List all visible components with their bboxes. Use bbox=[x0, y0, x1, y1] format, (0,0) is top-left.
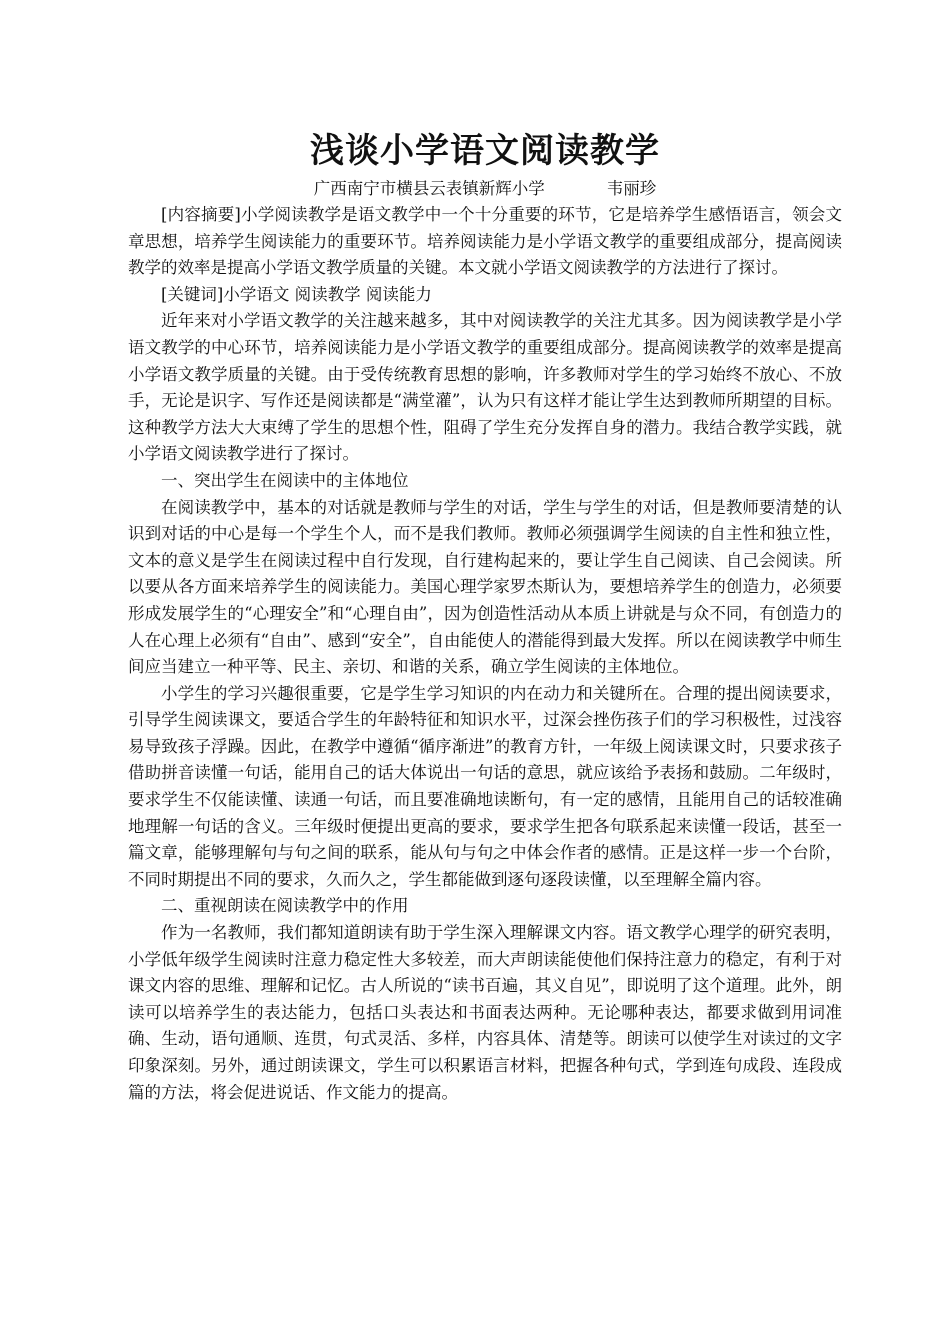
section-1-paragraph-1: 在阅读教学中，基本的对话就是教师与学生的对话，学生与学生的对话，但是教师要清楚的认识到对话的中心是每一个学生个人，而不是我们教师。教师必须强调学生阅读的自主性和独立性，文本的意义是学生在阅读过程中自行发现，自行建构起来的，要让学生自己阅读、自己会阅读。所以要从各方面来培养学生的阅读能力。美国心理学家罗杰斯认为，要想培养学生的创造力，必须要形成发展学生的“心理安全”和“心理自由”，因为创造性活动从本质上讲就是与众不同，有创造力的人在心理上必须有“自由”、感到“安全”，自由能使人的潜能得到最大发挥。所以在阅读教学中师生间应当建立一种平等、民主、亲切、和谐的关系，确立学生阅读的主体地位。 bbox=[128, 497, 842, 677]
author-affiliation: 广西南宁市横县云表镇新辉小学 bbox=[313, 179, 545, 198]
byline bbox=[128, 176, 842, 202]
keywords-line: [关键词]小学语文 阅读教学 阅读能力 bbox=[161, 284, 432, 304]
section-2-paragraph-1: 作为一名教师，我们都知道朗读有助于学生深入理解课文内容。语文教学心理学的研究表明，小学低年级学生阅读时注意力稳定性大多较差，而大声朗读能使他们保持注意力的稳定，有利于对课文内容的思维、理解和记忆。古人所说的“读书百遍，其义自见”，即说明了这个道理。此外，朗读可以培养学生的表达能力，包括口头表达和书面表达两种。无论哪种表达，都要求做到用词准确、生动，语句通顺、连贯，句式灵活、多样，内容具体、清楚等。朗读可以使学生对读过的文字印象深刻。另外，通过朗读课文，学生可以积累语言材料，把握各种句式，学到连句成段、连段成篇的方法，将会促进说话、作文能力的提高。 bbox=[128, 923, 842, 1102]
author-name: 韦丽珍 bbox=[606, 179, 657, 198]
section-1-heading: 一、突出学生在阅读中的主体地位 bbox=[161, 470, 409, 490]
document-title: 浅谈小学语文阅读教学 bbox=[310, 131, 660, 171]
intro-paragraph: 近年来对小学语文教学的关注越来越多，其中对阅读教学的关注尤其多。因为阅读教学是小学语文教学的中心环节，培养阅读能力是小学语文教学的重要组成部分。提高阅读教学的效率是提高小学语文教学质量的关键。由于受传统教育思想的影响，许多教师对学生的学习始终不放心、不放手，无论是识字、写作还是阅读都是“满堂灌”，认为只有这样才能让学生达到教师所期望的目标。这种教学方法大大束缚了学生的思想个性，阻碍了学生充分发挥自身的潜力。我结合教学实践，就小学语文阅读教学进行了探讨。 bbox=[128, 311, 842, 464]
abstract-paragraph: [内容摘要]小学阅读教学是语文教学中一个十分重要的环节，它是培养学生感悟语言，领会文章思想，培养学生阅读能力的重要环节。培养阅读能力是小学语文教学的重要组成部分，提高阅读教学的效率是提高小学语文教学质量的关键。本文就小学语文阅读教学的方法进行了探讨。 bbox=[128, 205, 842, 278]
section-2-heading: 二、重视朗读在阅读教学中的作用 bbox=[161, 896, 409, 916]
section-1-paragraph-2: 小学生的学习兴趣很重要，它是学生学习知识的内在动力和关键所在。合理的提出阅读要求，引导学生阅读课文，要适合学生的年龄特征和知识水平，过深会挫伤孩子们的学习积极性，过浅容易导致孩子浮躁。因此，在教学中遵循“循序渐进”的教育方针，一年级上阅读课文时，只要求孩子借助拼音读懂一句话，能用自己的话大体说出一句话的意思，就应该给予表扬和鼓励。二年级时，要求学生不仅能读懂、读通一句话，而且要准确地读断句，有一定的感情，且能用自己的话较准确地理解一句话的含义。三年级时便提出更高的要求，要求学生把各句联系起来读懂一段话，甚至一篇文章，能够理解句与句之间的联系，能从句与句之中体会作者的感情。正是这样一步一个台阶，不同时期提出不同的要求，久而久之，学生都能做到逐句逐段读懂，以至理解全篇内容。 bbox=[128, 683, 842, 889]
document-page bbox=[128, 122, 842, 1106]
